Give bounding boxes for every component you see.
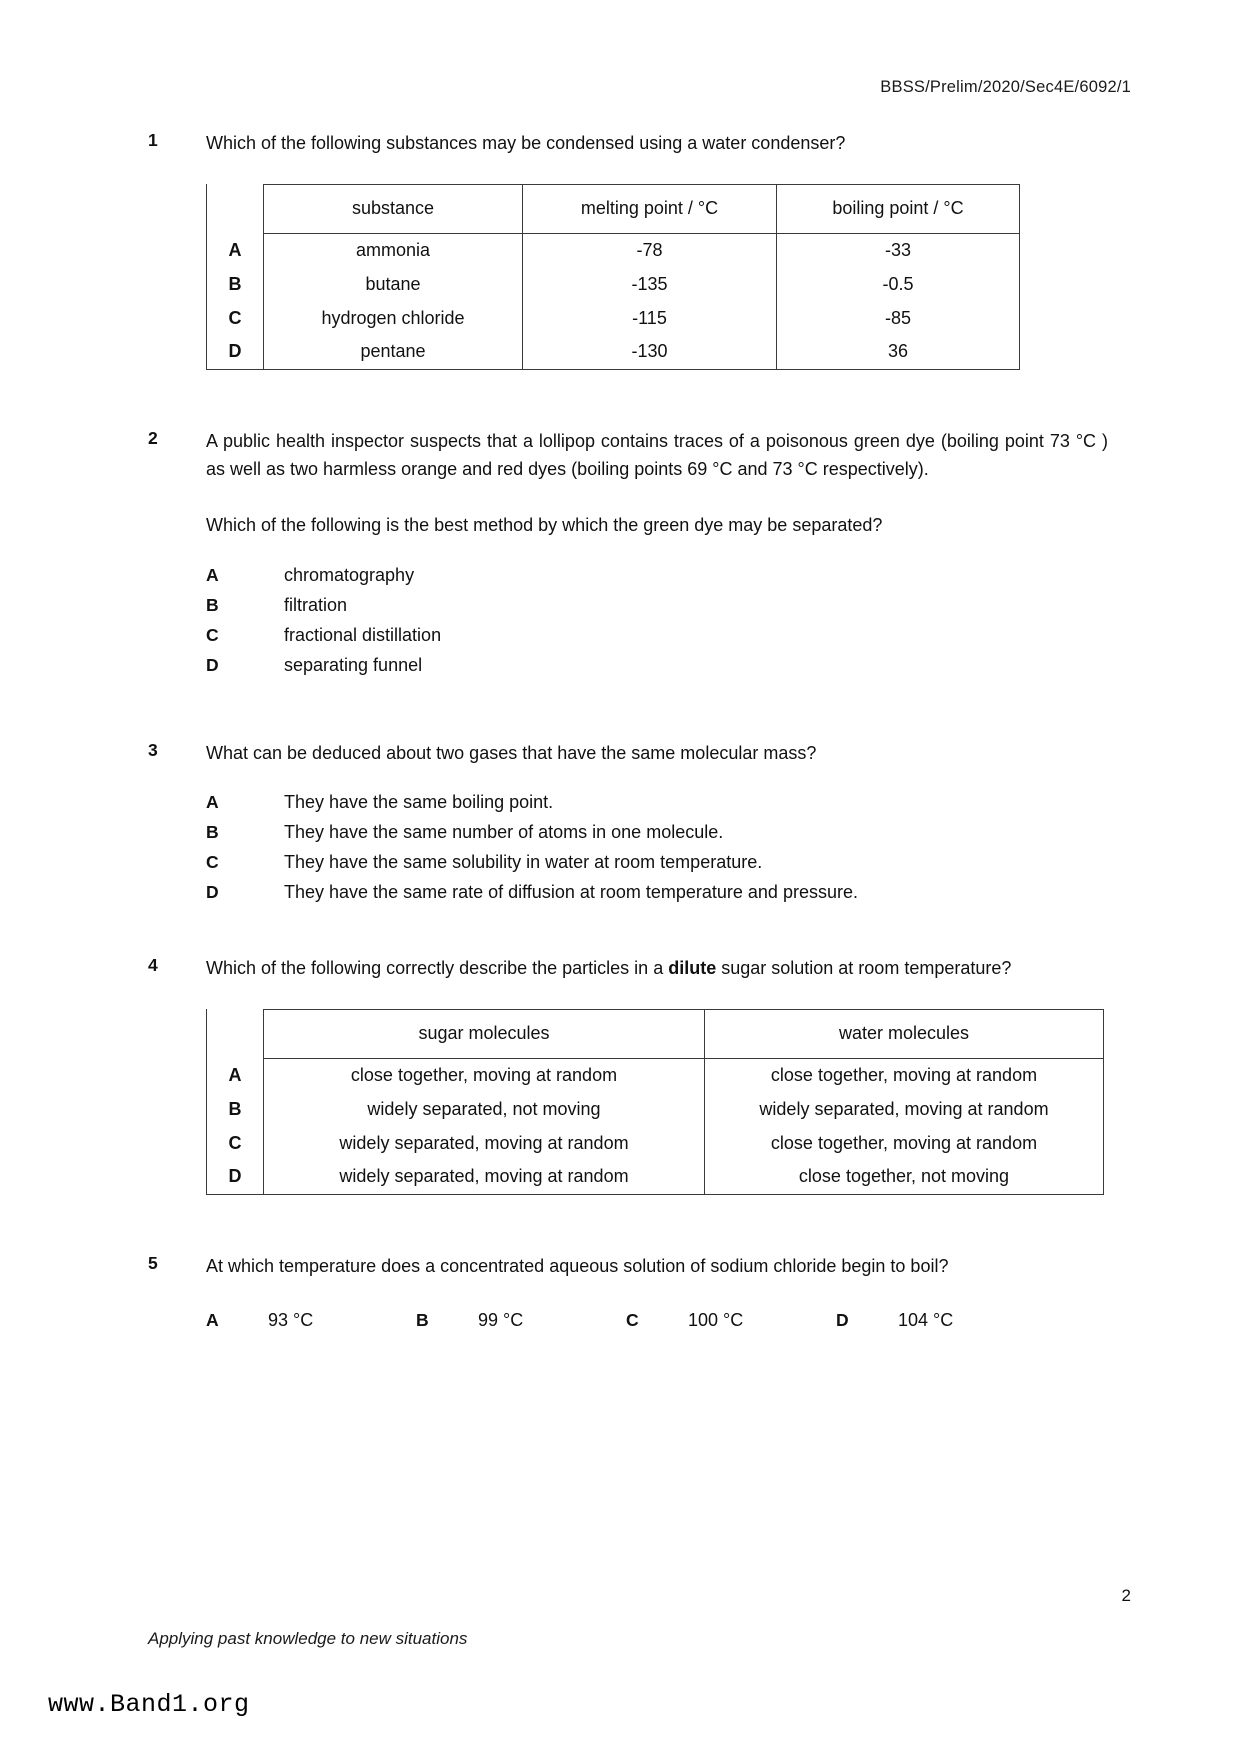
question-4-number: 4 xyxy=(148,955,158,976)
row-letter: B xyxy=(207,268,264,302)
option-letter: D xyxy=(836,1310,849,1331)
option-text: They have the same boiling point. xyxy=(284,792,554,813)
question-2-options xyxy=(206,562,1108,680)
option-b[interactable] xyxy=(416,1307,626,1335)
option-a[interactable] xyxy=(206,562,1108,590)
option-c[interactable] xyxy=(626,1307,836,1335)
table-row xyxy=(207,268,1020,302)
paper-code: BBSS/Prelim/2020/Sec4E/6092/1 xyxy=(880,78,1131,96)
table-row xyxy=(207,302,1020,336)
cell-sugar: close together, moving at random xyxy=(264,1058,705,1092)
table-header-sugar-molecules: sugar molecules xyxy=(264,1009,705,1058)
option-value: 99 °C xyxy=(478,1310,524,1331)
option-letter: A xyxy=(206,1310,219,1331)
page-number: 2 xyxy=(1121,1586,1131,1605)
row-letter: D xyxy=(207,335,264,369)
question-1-table xyxy=(206,184,1020,370)
question-5-stem: At which temperature does a concentrated aqueous solution of sodium chloride begin to boil? xyxy=(206,1256,949,1277)
table-header-melting-point: melting point / °C xyxy=(523,184,777,233)
option-letter: C xyxy=(206,852,219,873)
cell-substance: hydrogen chloride xyxy=(264,302,523,336)
table-header-blank xyxy=(207,184,264,233)
option-letter: C xyxy=(206,624,219,645)
cell-substance: pentane xyxy=(264,335,523,369)
table-row xyxy=(207,1127,1104,1161)
option-d[interactable] xyxy=(836,1307,1046,1335)
option-text: fractional distillation xyxy=(284,624,442,645)
question-2-stem-2: Which of the following is the best method by which the green dye may be separated? xyxy=(206,515,883,536)
cell-water: close together, not moving xyxy=(705,1160,1104,1194)
row-letter: A xyxy=(207,1058,264,1092)
option-text: They have the same rate of diffusion at room temperature and pressure. xyxy=(284,882,858,903)
option-text: They have the same solubility in water at room temperature. xyxy=(284,852,763,873)
row-letter: B xyxy=(207,1093,264,1127)
question-4-stem xyxy=(206,955,1108,983)
question-5-number: 5 xyxy=(148,1253,158,1274)
question-3-stem: What can be deduced about two gases that have the same molecular mass? xyxy=(206,742,817,763)
question-3-number: 3 xyxy=(148,739,158,760)
option-value: 93 °C xyxy=(268,1310,314,1331)
cell-boiling: -33 xyxy=(777,233,1020,267)
option-d[interactable] xyxy=(206,652,1108,680)
cell-boiling: -0.5 xyxy=(777,268,1020,302)
cell-water: close together, moving at random xyxy=(705,1127,1104,1161)
option-c[interactable] xyxy=(206,849,1108,877)
table-header-water-molecules: water molecules xyxy=(705,1009,1104,1058)
row-letter: A xyxy=(207,233,264,267)
row-letter: D xyxy=(207,1160,264,1194)
option-text: filtration xyxy=(284,594,348,615)
option-b[interactable] xyxy=(206,592,1108,620)
table-row xyxy=(207,1058,1104,1092)
cell-water: close together, moving at random xyxy=(705,1058,1104,1092)
table-row xyxy=(207,1160,1104,1194)
question-2-number: 2 xyxy=(148,428,158,449)
question-4-stem-emphasis: dilute xyxy=(668,958,717,979)
row-letter: C xyxy=(207,1127,264,1161)
question-2 xyxy=(148,428,1108,679)
cell-sugar: widely separated, not moving xyxy=(264,1093,705,1127)
question-4-stem-pre: Which of the following correctly describe the particles in a xyxy=(206,958,669,979)
question-1 xyxy=(148,130,1108,370)
cell-substance: butane xyxy=(264,268,523,302)
cell-boiling: 36 xyxy=(777,335,1020,369)
table-row xyxy=(207,233,1020,267)
question-4-stem-post: sugar solution at room temperature? xyxy=(716,958,1012,979)
option-letter: A xyxy=(206,792,219,813)
row-letter: C xyxy=(207,302,264,336)
question-1-stem: Which of the following substances may be condensed using a water condenser? xyxy=(206,133,846,153)
option-text: chromatography xyxy=(284,565,415,586)
option-letter: A xyxy=(206,565,219,586)
site-watermark: www.Band1.org xyxy=(48,1690,250,1719)
cell-substance: ammonia xyxy=(264,233,523,267)
question-3 xyxy=(148,740,1108,907)
question-5-options xyxy=(206,1307,1108,1335)
option-letter: B xyxy=(206,822,219,843)
question-3-options xyxy=(206,789,1108,907)
table-header-substance: substance xyxy=(264,184,523,233)
table-header-boiling-point: boiling point / °C xyxy=(777,184,1020,233)
option-text: They have the same number of atoms in one molecule. xyxy=(284,822,724,843)
cell-sugar: widely separated, moving at random xyxy=(264,1127,705,1161)
option-value: 104 °C xyxy=(898,1310,954,1331)
option-text: separating funnel xyxy=(284,654,423,675)
table-row xyxy=(207,335,1020,369)
option-d[interactable] xyxy=(206,879,1108,907)
cell-melting: -135 xyxy=(523,268,777,302)
cell-melting: -115 xyxy=(523,302,777,336)
table-row xyxy=(207,1093,1104,1127)
questions-container xyxy=(148,130,1108,1335)
question-1-number: 1 xyxy=(148,130,158,150)
cell-water: widely separated, moving at random xyxy=(705,1093,1104,1127)
option-a[interactable] xyxy=(206,1307,416,1335)
cell-boiling: -85 xyxy=(777,302,1020,336)
cell-melting: -78 xyxy=(523,233,777,267)
option-value: 100 °C xyxy=(688,1310,744,1331)
option-letter: D xyxy=(206,882,219,903)
cell-sugar: widely separated, moving at random xyxy=(264,1160,705,1194)
question-5 xyxy=(148,1253,1108,1335)
option-a[interactable] xyxy=(206,789,1108,817)
cell-melting: -130 xyxy=(523,335,777,369)
question-4 xyxy=(148,955,1108,1195)
option-b[interactable] xyxy=(206,819,1108,847)
option-letter: C xyxy=(626,1310,639,1331)
question-4-table xyxy=(206,1009,1104,1195)
option-c[interactable] xyxy=(206,622,1108,650)
option-letter: B xyxy=(416,1310,429,1331)
question-2-stem: A public health inspector suspects that a lollipop contains traces of a poisonous green dye (boiling point 73 °C ) as well as two harmless orange and red dyes (boiling points 69 °C and 73 °C respectively). xyxy=(206,431,1108,480)
table-header-blank xyxy=(207,1009,264,1058)
table-header-row xyxy=(207,184,1020,233)
table-header-row xyxy=(207,1009,1104,1058)
footer-note: Applying past knowledge to new situations xyxy=(148,1629,468,1648)
option-letter: D xyxy=(206,654,219,675)
option-letter: B xyxy=(206,594,219,615)
